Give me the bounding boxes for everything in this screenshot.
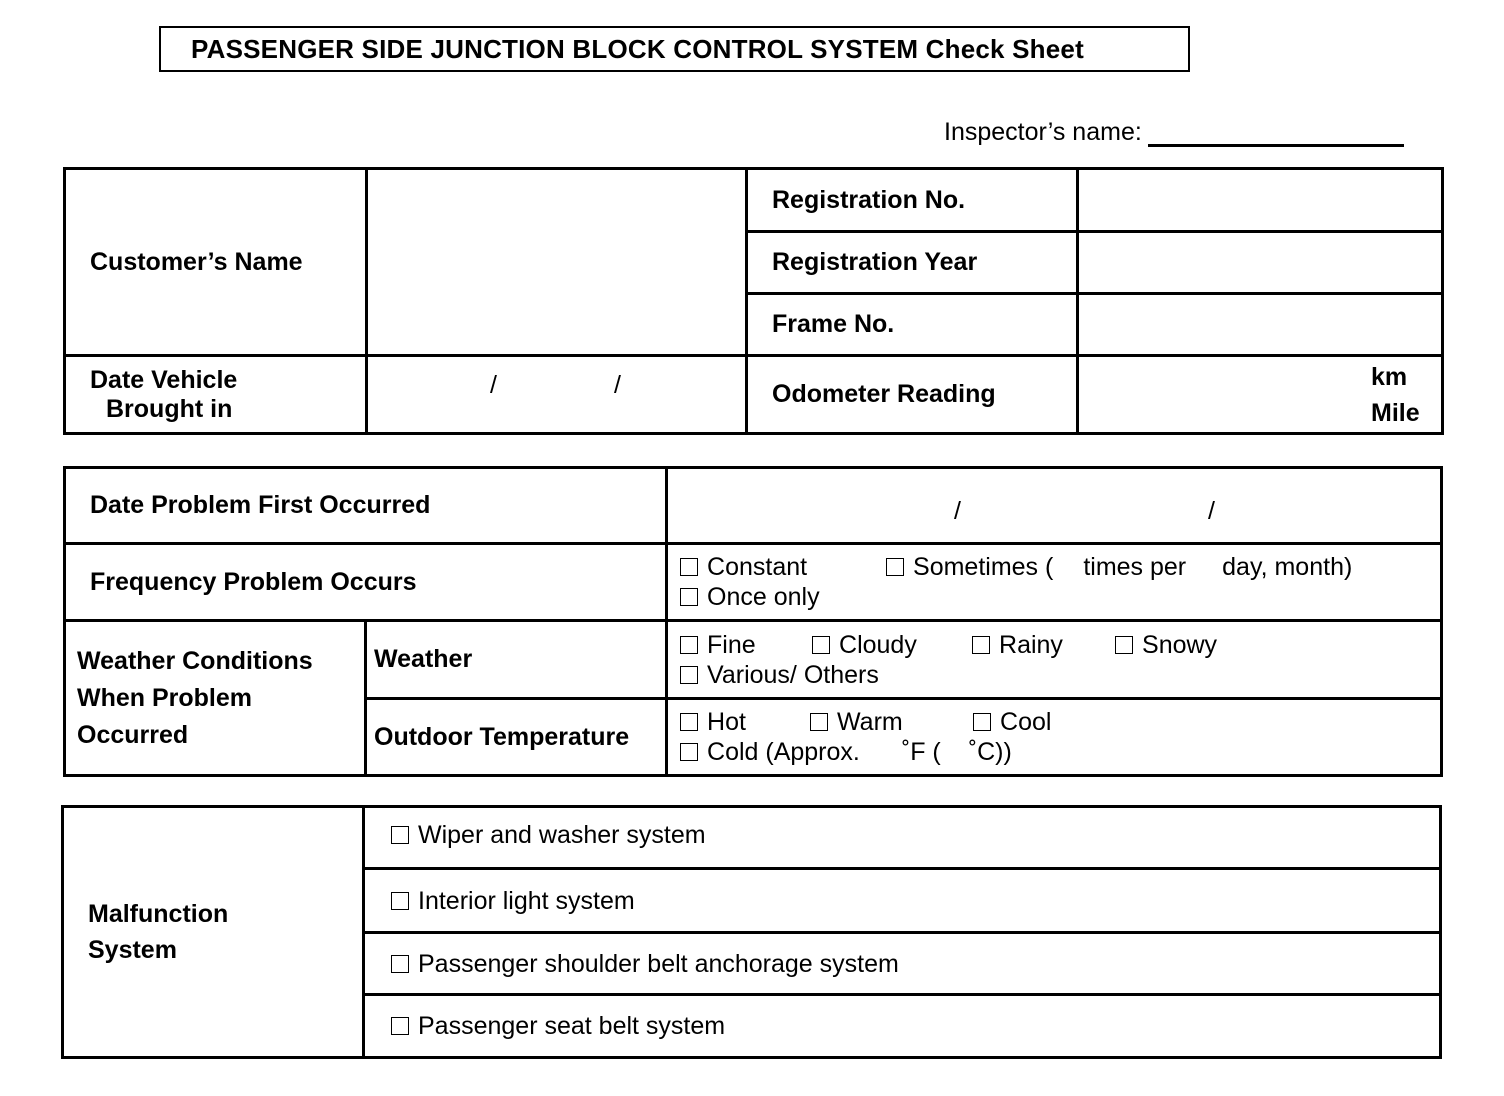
date-brought-in-label [65,356,367,434]
weather-conditions-line2: When Problem [77,683,253,712]
malfunction-system-table [61,805,1442,1059]
temperature-warm[interactable]: Warm [810,707,973,737]
inspector-name-input[interactable] [1148,119,1404,147]
frequency-day-month: day, month) [1222,553,1353,581]
checkbox[interactable] [680,666,698,684]
date-separator: / [1208,497,1215,525]
registration-year-label: Registration Year [747,232,1078,294]
checkbox[interactable] [680,558,698,576]
temperature-deg-f: ˚F ( [901,738,941,766]
malfunction-line2: System [88,936,177,964]
registration-no-input[interactable] [1078,169,1443,232]
inspector-name-label: Inspector’s name: [944,118,1142,146]
frame-no-input[interactable] [1078,294,1443,356]
weather-fine[interactable]: Fine [680,630,812,660]
frequency-once-only[interactable]: Once only [680,582,820,612]
frame-no-label: Frame No. [747,294,1078,356]
inspector-name-field [944,118,1404,147]
weather-conditions-line3: Occurred [77,720,189,749]
customer-name-input[interactable] [367,169,747,356]
frequency-label: Frequency Problem Occurs [65,544,667,621]
checkbox[interactable] [391,955,409,973]
weather-conditions-line1: Weather Conditions [77,646,313,675]
date-separator: / [614,371,621,399]
checkbox[interactable] [680,636,698,654]
weather-rainy[interactable]: Rainy [972,630,1115,660]
unit-mile: Mile [1371,399,1420,427]
malfunction-option-seat-belt[interactable]: Passenger seat belt system [364,995,1441,1058]
temperature-options [667,699,1442,776]
outdoor-temperature-label: Outdoor Temperature [366,699,667,776]
registration-no-label: Registration No. [747,169,1078,232]
date-separator: / [954,497,961,525]
date-brought-in-input[interactable] [367,356,747,434]
vehicle-info-table [63,167,1444,435]
checkbox[interactable] [886,558,904,576]
weather-label: Weather [366,621,667,699]
checkbox[interactable] [810,713,828,731]
frequency-options [667,544,1442,621]
checkbox[interactable] [680,588,698,606]
weather-various[interactable]: Various/ Others [680,660,879,690]
temperature-cold[interactable]: Cold (Approx. [680,737,860,767]
malfunction-option-interior-light[interactable]: Interior light system [364,869,1441,933]
customer-name-label: Customer’s Name [65,169,367,356]
date-brought-in-line1: Date Vehicle [90,365,238,394]
date-first-occurred-input[interactable] [667,468,1442,544]
checkbox[interactable] [812,636,830,654]
temperature-cool[interactable]: Cool [973,707,1051,737]
checkbox[interactable] [391,1017,409,1035]
temperature-deg-c: ˚C)) [968,738,1012,766]
page-title: PASSENGER SIDE JUNCTION BLOCK CONTROL SYSTEM Check Sheet [159,26,1190,72]
checkbox[interactable] [391,826,409,844]
malfunction-system-label [63,807,364,1058]
frequency-constant[interactable]: Constant [680,552,886,582]
weather-options [667,621,1442,699]
checkbox[interactable] [391,892,409,910]
date-separator: / [490,371,497,399]
checkbox[interactable] [973,713,991,731]
date-first-occurred-label: Date Problem First Occurred [65,468,667,544]
problem-conditions-table [63,466,1443,777]
temperature-hot[interactable]: Hot [680,707,810,737]
malfunction-option-wiper[interactable]: Wiper and washer system [364,807,1441,869]
odometer-input[interactable] [1078,356,1443,434]
frequency-sometimes[interactable]: Sometimes ( [886,552,1053,582]
registration-year-input[interactable] [1078,232,1443,294]
checkbox[interactable] [680,713,698,731]
checkbox[interactable] [972,636,990,654]
date-brought-in-line2: Brought in [106,394,233,423]
checkbox[interactable] [1115,636,1133,654]
weather-snowy[interactable]: Snowy [1115,630,1217,660]
odometer-label: Odometer Reading [747,356,1078,434]
unit-km: km [1371,363,1408,391]
malfunction-line1: Malfunction [88,900,229,928]
frequency-times-per: times per [1083,553,1187,581]
checkbox[interactable] [680,743,698,761]
malfunction-option-shoulder-belt[interactable]: Passenger shoulder belt anchorage system [364,933,1441,995]
weather-conditions-label [65,621,366,776]
weather-cloudy[interactable]: Cloudy [812,630,972,660]
